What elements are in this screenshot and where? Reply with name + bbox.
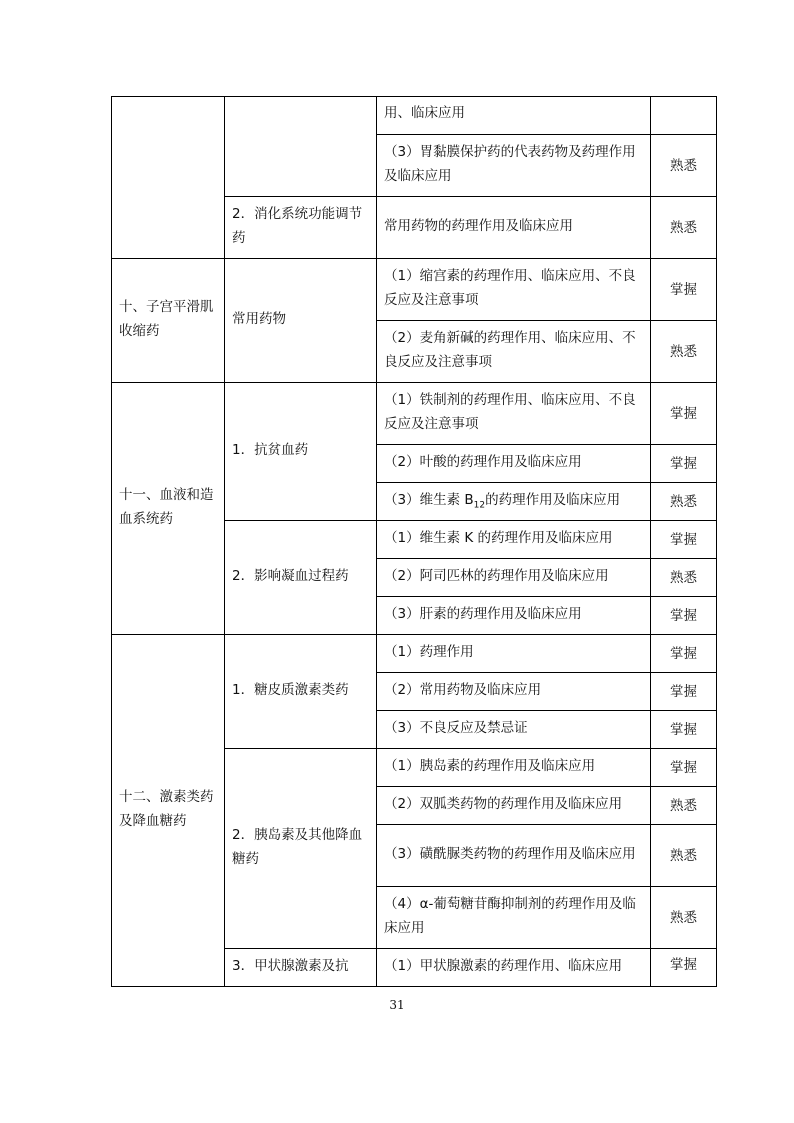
content-cell: （2）双胍类药物的药理作用及临床应用 <box>377 787 651 825</box>
content-cell: （1）铁制剂的药理作用、临床应用、不良反应及注意事项 <box>377 383 651 445</box>
content-cell <box>377 483 651 521</box>
subcategory-cell: 常用药物 <box>225 259 377 383</box>
requirement-cell: 熟悉 <box>651 825 717 887</box>
requirement-cell: 熟悉 <box>651 887 717 949</box>
content-cell: （3）磺酰脲类药物的药理作用及临床应用 <box>377 825 651 887</box>
content-cell: （1）甲状腺激素的药理作用、临床应用 <box>377 949 651 987</box>
table-row <box>112 97 717 135</box>
subcategory-cell: 2．影响凝血过程药 <box>225 521 377 635</box>
category-cell: 十一、血液和造血系统药 <box>112 383 225 635</box>
requirement-cell: 熟悉 <box>651 787 717 825</box>
subcategory-cell: 3．甲状腺激素及抗 <box>225 949 377 987</box>
requirement-cell: 熟悉 <box>651 559 717 597</box>
content-text: （3）维生素 B <box>384 491 474 508</box>
content-cell: （2）常用药物及临床应用 <box>377 673 651 711</box>
requirement-cell: 掌握 <box>651 597 717 635</box>
table-row <box>112 635 717 673</box>
subcategory-cell <box>225 97 377 197</box>
requirement-cell: 熟悉 <box>651 135 717 197</box>
content-cell: （1）胰岛素的药理作用及临床应用 <box>377 749 651 787</box>
requirement-cell: 掌握 <box>651 259 717 321</box>
requirement-cell: 熟悉 <box>651 483 717 521</box>
content-cell: （3）不良反应及禁忌证 <box>377 711 651 749</box>
requirement-cell: 掌握 <box>651 445 717 483</box>
syllabus-table <box>111 96 717 987</box>
requirement-cell: 熟悉 <box>651 197 717 259</box>
requirement-cell: 掌握 <box>651 673 717 711</box>
subscript: 12 <box>473 500 486 511</box>
content-cell: （3）肝素的药理作用及临床应用 <box>377 597 651 635</box>
subcategory-cell: 1．抗贫血药 <box>225 383 377 521</box>
content-cell: 常用药物的药理作用及临床应用 <box>377 197 651 259</box>
content-cell: 用、临床应用 <box>377 97 651 135</box>
content-cell: （2）麦角新碱的药理作用、临床应用、不良反应及注意事项 <box>377 321 651 383</box>
requirement-cell: 掌握 <box>651 383 717 445</box>
subcategory-cell: 2．消化系统功能调节药 <box>225 197 377 259</box>
requirement-cell <box>651 97 717 135</box>
table-row <box>112 383 717 445</box>
content-cell: （1）维生素 K 的药理作用及临床应用 <box>377 521 651 559</box>
category-cell: 十二、激素类药及降血糖药 <box>112 635 225 987</box>
subcategory-cell: 1．糖皮质激素类药 <box>225 635 377 749</box>
requirement-cell: 掌握 <box>651 635 717 673</box>
requirement-cell: 掌握 <box>651 711 717 749</box>
requirement-cell: 掌握 <box>651 949 717 987</box>
content-text: 的药理作用及临床应用 <box>485 491 621 508</box>
category-cell: 十、子宫平滑肌收缩药 <box>112 259 225 383</box>
content-cell: （2）叶酸的药理作用及临床应用 <box>377 445 651 483</box>
page-number: 31 <box>389 998 405 1012</box>
requirement-cell: 掌握 <box>651 521 717 559</box>
content-cell: （4）α-葡萄糖苷酶抑制剂的药理作用及临床应用 <box>377 887 651 949</box>
requirement-cell: 熟悉 <box>651 321 717 383</box>
content-cell: （1）药理作用 <box>377 635 651 673</box>
subcategory-cell: 2．胰岛素及其他降血糖药 <box>225 749 377 949</box>
category-cell <box>112 97 225 259</box>
table-row <box>112 259 717 321</box>
content-cell: （1）缩宫素的药理作用、临床应用、不良反应及注意事项 <box>377 259 651 321</box>
content-cell: （3）胃黏膜保护药的代表药物及药理作用及临床应用 <box>377 135 651 197</box>
requirement-cell: 掌握 <box>651 749 717 787</box>
content-cell: （2）阿司匹林的药理作用及临床应用 <box>377 559 651 597</box>
